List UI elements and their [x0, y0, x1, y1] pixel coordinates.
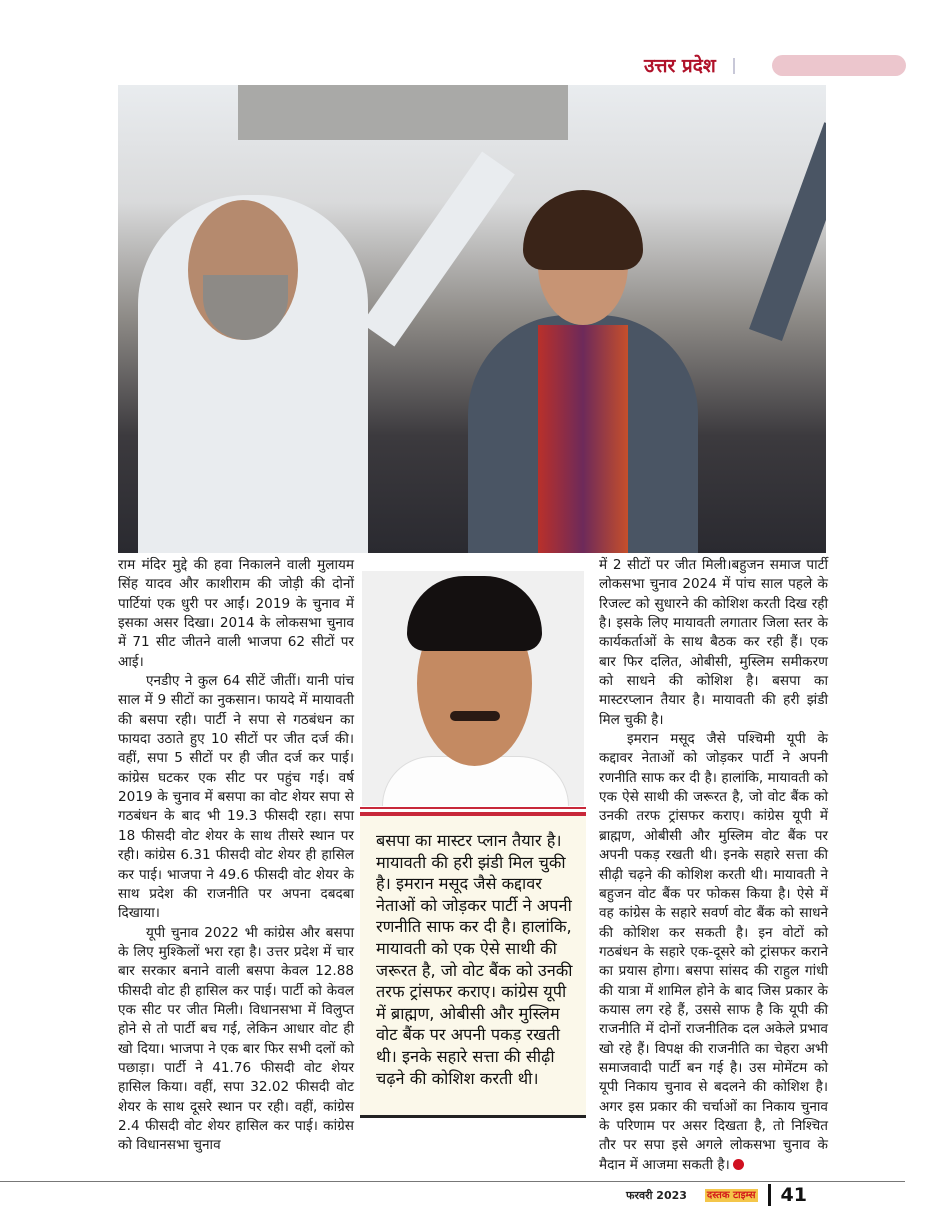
photo-raised-arm-right — [749, 122, 826, 341]
header-divider — [733, 58, 735, 74]
photo-scarf — [538, 325, 628, 553]
hero-photo — [118, 85, 826, 553]
pull-quote-text: बसपा का मास्टर प्लान तैयार है। मायावती की हरी झंडी मिल चुकी है। इमरान मसूद जैसे कद्दावर नेताओं को जोड़कर पार्टी ने अपनी रणनीति साफ कर दी है। हालांकि, मायावती को एक ऐसे साथी की जरूरत है, जो वोट बैंक को उनकी तरफ ट्रांसफर कराए। कांग्रेस यूपी में ब्राह्मण, ओबीसी और मुस्लिम वोट बैंक पर अपनी पकड़ रखती थी। इनके सहारे सत्ता की सीढ़ी चढ़ने की कोशिश करती थी। — [376, 831, 573, 1088]
photo-person-right-hair — [523, 190, 643, 270]
footer-row — [0, 1182, 905, 1210]
paragraph: यूपी चुनाव 2022 भी कांग्रेस और बसपा के लिए मुश्किलों भरा रहा है। उत्तर प्रदेश में चार बार सरकार बनाने वाली बसपा केवल 12.88 फीसदी वोट ही हासिल कर पाई। पार्टी को केवल एक सीट पर जीत मिली। विधानसभा में विलुप्त होने से तो पार्टी बच गई, लेकिन आधार वोट ही खो दिया। भाजपा ने एक बार फिर सभी दलों को पछाड़ा। पार्टी ने 41.76 फीसदी वोट शेयर हासिल किया। वहीं, सपा 32.02 फीसदी वोट शेयर के साथ दूसरे स्थान पर रही। वहीं, कांग्रेस 2.4 फीसदी वोट शेयर हासिल कर पाई। कांग्रेस को विधानसभा चुनाव — [118, 924, 354, 1154]
portrait-hair — [407, 576, 542, 651]
article-column-left — [118, 556, 354, 1156]
pull-quote-box — [360, 816, 586, 1118]
paragraph: एनडीए ने कुल 64 सीटें जीतीं। यानी पांच साल में 9 सीटों का नुकसान। फायदे में मायावती की बसपा रही। पार्टी ने सपा से गठबंधन का फायदा उठाते हुए 10 सीटों पर जीत दर्ज की। वहीं, सपा 5 सीटों पर ही जीत दर्ज कर पाई। कांग्रेस घटकर एक सीट पर पहुंच गई। वर्ष 2019 के चुनाव में बसपा का वोट शेयर सपा से गठबंधन के बाद भी 19.3 फीसदी रहा। सपा 18 फीसदी वोट शेयर के साथ तीसरे स्थान पर रही। कांग्रेस 6.31 फीसदी वोट शेयर ही हासिल कर पाई। भाजपा ने 49.6 फीसदी वोट शेयर के साथ प्रदेश की राजनीति पर अपना दबदबा दिखाया। — [118, 673, 354, 922]
paragraph: राम मंदिर मुद्दे की हवा निकालने वाली मुलायम सिंह यादव और काशीराम की जोड़ी की दोनों पार्टियां एक धुरी पर आईं। 2019 के चुनाव में इसका असर दिखा। 2014 के लोकसभा चुनाव में 71 सीट जीतने वाली भाजपा 62 सीटों पर आई। — [118, 557, 354, 670]
paragraph — [599, 730, 828, 1175]
end-mark-icon — [733, 1159, 744, 1170]
page-footer — [0, 1181, 905, 1210]
magazine-logo: दस्तक टाइम्स — [706, 1189, 756, 1201]
photo-bridge — [238, 85, 568, 140]
paragraph: में 2 सीटों पर जीत मिली।बहुजन समाज पार्टी लोकसभा चुनाव 2024 में पांच साल पहले के रिजल्ट को सुधारने की कोशिश करती दिख रही है। इसके लिए मायावती लगातार जिला स्तर के कार्यकर्ताओं के साथ बैठक कर रही हैं। एक बार फिर दलित, ओबीसी, मुस्लिम समीकरण को साधने की कोशिश है। बसपा का मास्टरप्लान तैयार है। मायावती की हरी झंडी मिल चुकी है। — [599, 557, 828, 728]
portrait-moustache — [450, 711, 500, 721]
article-column-right — [599, 556, 828, 1175]
section-label: उत्तर प्रदेश — [644, 55, 716, 77]
inset-portrait-photo — [362, 571, 584, 806]
paragraph-text: इमरान मसूद जैसे पश्चिमी यूपी के कद्दावर नेताओं को जोड़कर पार्टी ने अपनी रणनीति साफ कर दी है। हालांकि, मायावती को एक ऐसे साथी की जरूरत है, जो वोट बैंक को उनकी तरफ ट्रांसफर कराए। कांग्रेस यूपी में ब्राह्मण, ओबीसी और मुस्लिम वोट बैंक पर अपनी पकड़ रखती थी। इनके सहारे सत्ता की सीढ़ी चढ़ने की कोशिश करती थी। मायावती ने बहुजन वोट बैंक पर फोकस किया है। ऐसे में वह कांग्रेस के सहारे सवर्ण वोट बैंक को साधने की कोशिश कर सकती है। इन वोटों को गठबंधन के सहारे एक-दूसरे को ट्रांसफर कराने का प्रयास होगा। बसपा सांसद की राहुल गांधी की यात्रा में शामिल होने के बाद जिस प्रकार के कयास लग रहे हैं, उससे साफ है कि यूपी की राजनीति में दोनों राजनीतिक दल अकेले प्रभाव खो रहे हैं। विपक्ष की राजनीति का चेहरा अभी समाजवादी पार्टी बन गई है। उस मोमेंटम को यूपी निकाय चुनाव से बदलने की कोशिश है। अगर इस प्रकार की चर्चाओं का निकाय चुनाव के परिणाम पर असर दिखता है, तो निश्चित तौर पर सपा इसे अगले लोकसभा चुनाव के मैदान में आजमा सकती है। — [599, 731, 828, 1173]
issue-month: फरवरी 2023 — [626, 1188, 687, 1202]
header-decorative-pill — [772, 55, 906, 76]
photo-raised-arm-left — [362, 152, 515, 347]
page-number-divider — [768, 1184, 771, 1206]
page-number: 41 — [780, 1184, 807, 1206]
divider-line — [360, 807, 586, 809]
